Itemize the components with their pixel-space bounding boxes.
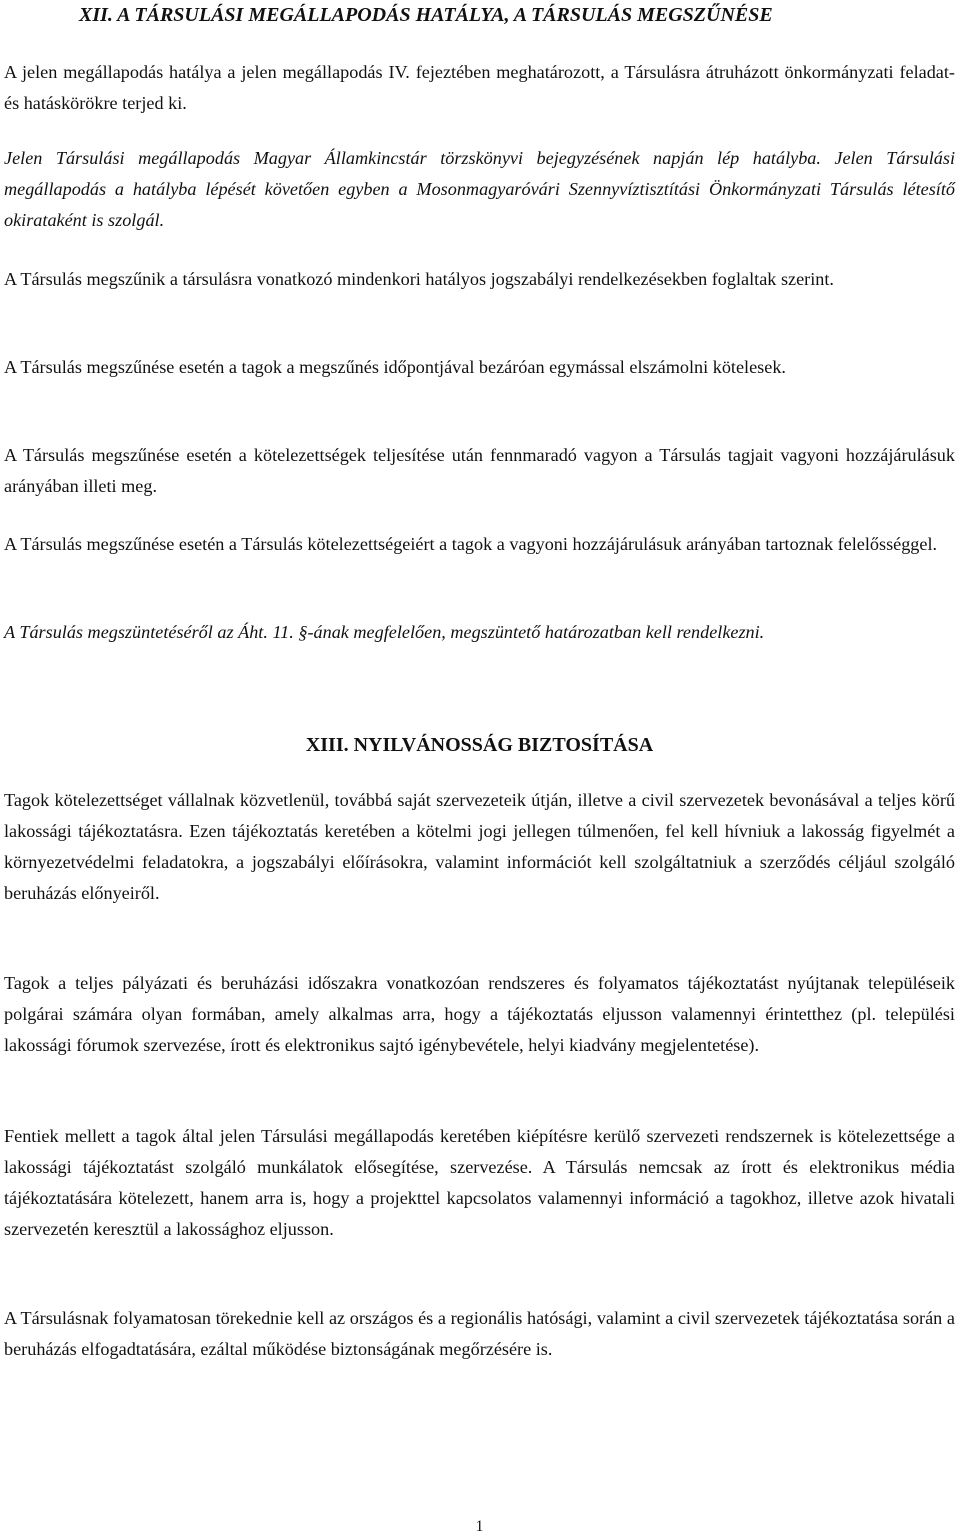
section-xiii-title: XIII. NYILVÁNOSSÁG BIZTOSÍTÁSA	[305, 734, 654, 756]
paragraph-remaining-assets: A Társulás megszűnése esetén a kötelezettségek teljesítése után fennmaradó vagyon a Társulás tagjait vagyoni hozzájárulásuk arányában illeti meg.	[4, 445, 955, 496]
paragraph-effective-date: Jelen Társulási megállapodás Magyar Államkincstár törzskönyvi bejegyzésének napján lép hatályba. Jelen Társulási megállapodás a hatályba lépését követően egyben a Mosonmagyaróvári Szennyvíztisztítási Önkormányzati Társulás létesítő okirataként is szolgál.	[4, 148, 955, 230]
paragraph-dissolution-decision: A Társulás megszüntetéséről az Áht. 11. §-ának megfelelően, megszüntető határozatban kell rendelkezni.	[4, 622, 765, 642]
paragraph-organizational-system: Fentiek mellett a tagok által jelen Társulási megállapodás keretében kiépítésre kerülő szervezeti rendszernek is kötelezettsége a lakossági tájékoztatást szolgáló munkálatok elősegítése, szervezése. A Társulás nemcsak az írott és elektronikus média tájékoztatására kötelezett, hanem arra is, hogy a projekttel kapcsolatos valamennyi információ a tagokhoz, illetve azok hivatali szervezetén keresztül a lakossághoz eljusson.	[4, 1126, 955, 1239]
paragraph-termination: A Társulás megszűnik a társulásra vonatkozó mindenkori hatályos jogszabályi rendelkezésekben foglaltak szerint.	[4, 269, 834, 289]
paragraph-liability: A Társulás megszűnése esetén a Társulás kötelezettségeiért a tagok a vagyoni hozzájárulásuk arányában tartoznak felelősséggel.	[4, 534, 938, 554]
paragraph-public-information: Tagok kötelezettséget vállalnak közvetlenül, továbbá saját szervezeteik útján, illetve a civil szervezetek bevonásával a teljes körű lakossági tájékoztatásra. Ezen tájékoztatás keretében a kötelmi jogi jellegen túlmenően, fel kell hívniuk a lakosság figyelmét a környezetvédelmi feladatokra, a jogszabályi előírásokra, valamint információt kell szolgáltatniuk a szerződés céljául szolgáló beruházás előnyeiről.	[4, 790, 955, 903]
paragraph-continuous-information: Tagok a teljes pályázati és beruházási időszakra vonatkozóan rendszeres és folyamatos tájékoztatást nyújtanak településeik polgárai számára olyan formában, amely alkalmas arra, hogy a tájékoztatás eljusson valamennyi érintetthez (pl. települési lakossági fórumok szervezése, írott és elektronikus sajtó igénybevétele, helyi kiadvány megjelentetése).	[4, 973, 955, 1055]
paragraph-authorities-civil: A Társulásnak folyamatosan törekednie kell az országos és a regionális hatósági, valamint a civil szervezetek tájékoztatása során a beruházás elfogadtatására, ezáltal működése biztonságának megőrzésére is.	[4, 1308, 955, 1359]
paragraph-settlement: A Társulás megszűnése esetén a tagok a megszűnés időpontjával bezáróan egymással elszámolni kötelesek.	[4, 357, 786, 377]
page-number: 1	[475, 1518, 484, 1535]
section-xii-title: XII. A TÁRSULÁSI MEGÁLLAPODÁS HATÁLYA, A TÁRSULÁS MEGSZŰNÉSE	[79, 4, 773, 26]
paragraph-scope: A jelen megállapodás hatálya a jelen megállapodás IV. fejeztében meghatározott, a Társulásra átruházott önkormányzati feladat- és hatáskörökre terjed ki.	[4, 62, 955, 113]
